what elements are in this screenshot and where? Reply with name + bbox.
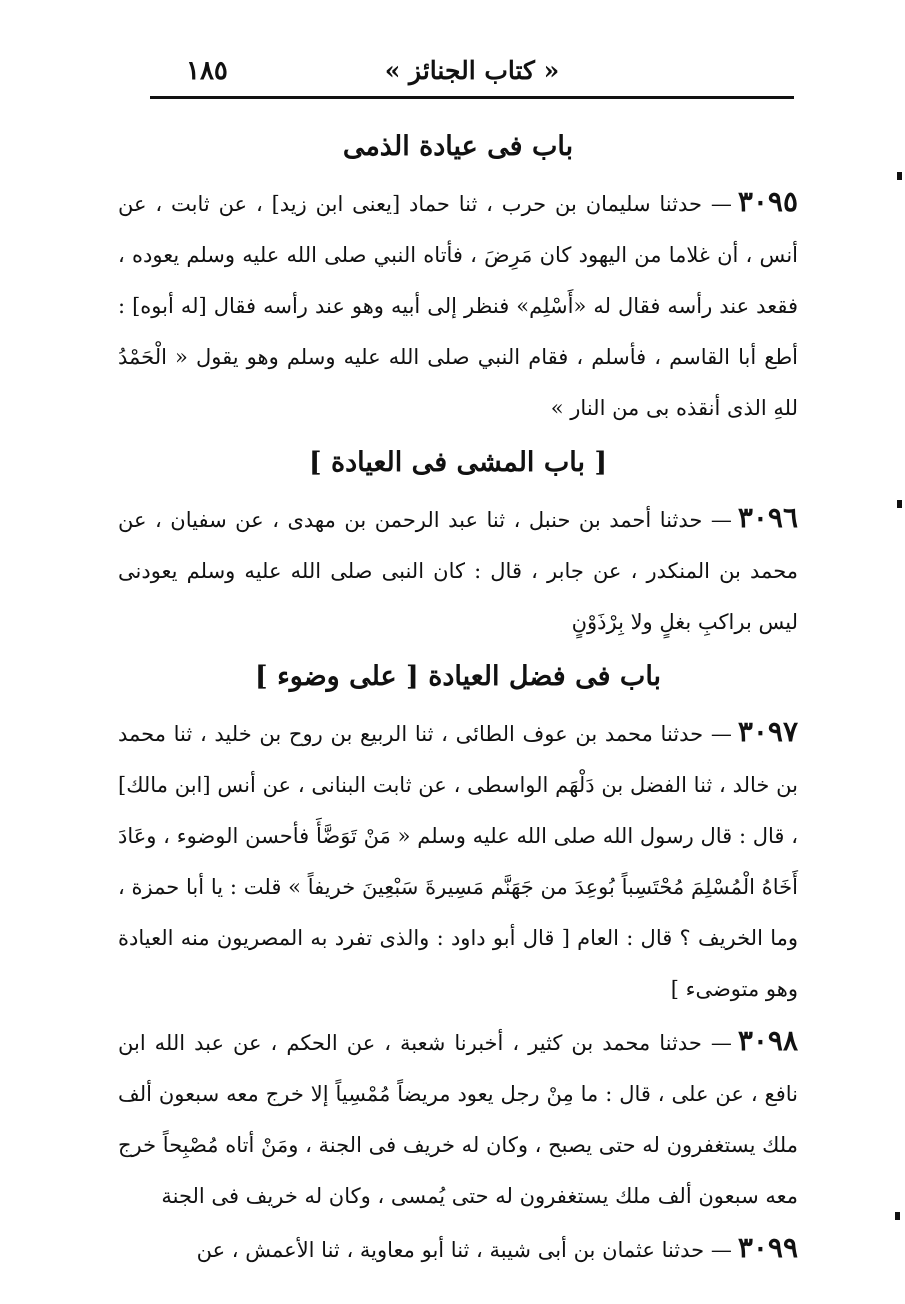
scan-artifact-mark	[895, 1212, 900, 1220]
hadith-number: ٣٠٩٩	[737, 1231, 798, 1264]
hadith-paragraph	[118, 176, 798, 434]
hadith-paragraph	[118, 492, 798, 648]
hadith-number: ٣٠٩٧	[737, 715, 798, 748]
scan-artifact-mark	[897, 172, 902, 180]
hadith-text: — حدثنا سليمان بن حرب ، ثنا حماد [يعنى ابن زيد] ، عن ثابت ، عن أنس ، أن غلاما من اليهود كان مَرِضَ ، فأتاه النبي صلى الله عليه وسلم يعوده ، فقعد عند رأسه فقال له «أَسْلِم» فنظر إلى أبيه وهو عند رأسه فقال [له أبوه] : أطع أبا القاسم ، فأسلم ، فقام النبي صلى الله عليه وسلم وهو يقول « الْحَمْدُ للهِ الذى أنقذه بى من النار »	[118, 192, 798, 420]
scan-artifact-mark	[897, 500, 902, 508]
hadith-paragraph	[118, 1015, 798, 1222]
running-header	[150, 48, 794, 94]
hadith-number: ٣٠٩٨	[737, 1024, 798, 1057]
hadith-paragraph	[118, 706, 798, 1015]
hadith-text: — حدثنا عثمان بن أبى شيبة ، ثنا أبو معاوية ، ثنا الأعمش ، عن	[196, 1238, 732, 1262]
hadith-text: — حدثنا أحمد بن حنبل ، ثنا عبد الرحمن بن مهدى ، عن سفيان ، عن محمد بن المنكدر ، عن جابر ، قال : كان النبى صلى الله عليه وسلم يعودنى ليس براكبِ بغلٍ ولا بِرْذَوْنٍ	[118, 508, 798, 634]
hadith-text: — حدثنا محمد بن عوف الطائى ، ثنا الربيع بن روح بن خليد ، ثنا محمد بن خالد ، ثنا الفضل بن دَلْهَم الواسطى ، عن ثابت البنانى ، عن أنس [ابن مالك] ، قال : قال رسول الله صلى الله عليه وسلم « مَنْ تَوَضَّأَ فأحسن الوضوء ، وعَادَ أَخَاهُ الْمُسْلِمَ مُحْتَسِباً بُوعِدَ من جَهَنَّم مَسِيرةَ سَبْعِينَ خريفاً » قلت : يا أبا حمزة ، وما الخريف ؟ قال : العام [ قال أبو داود : والذى تفرد به المصريون منه العيادة وهو متوضىء ]	[118, 722, 798, 1001]
header-rule	[150, 96, 794, 99]
hadith-paragraph	[118, 1222, 798, 1276]
section-heading: [ باب المشى فى العيادة ]	[308, 447, 608, 478]
hadith-text: — حدثنا محمد بن كثير ، أخبرنا شعبة ، عن الحكم ، عن عبد الله ابن نافع ، عن على ، قال : ما مِنْ رجل يعود مريضاً مُمْسِياً إلا خرج معه سبعون ألف ملك يستغفرون له حتى يصبح ، وكان له خريف فى الجنة ، ومَنْ أتاه مُصْبِحاً خرج معه سبعون ألف ملك يستغفرون له حتى يُمسى ، وكان له خريف فى الجنة	[118, 1031, 798, 1208]
hadith-number: ٣٠٩٥	[737, 185, 798, 218]
section-heading: باب فى فضل العيادة [ على وضوء ]	[254, 661, 662, 692]
page-body	[118, 118, 798, 1276]
page-number: ١٨٥	[186, 56, 228, 86]
book-title: « كتاب الجنائز »	[384, 56, 560, 85]
section-heading: باب فى عيادة الذمى	[342, 131, 574, 162]
hadith-number: ٣٠٩٦	[737, 501, 798, 534]
